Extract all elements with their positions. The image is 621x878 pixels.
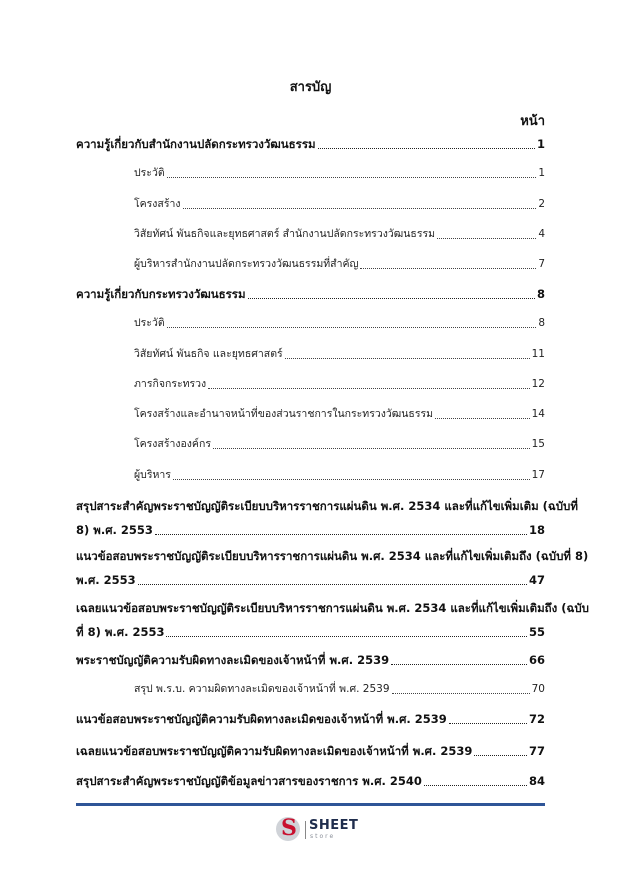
logo-text: SHEET bbox=[309, 818, 359, 833]
toc-entry[interactable] bbox=[76, 282, 545, 302]
toc-entry-label: ความรู้เกี่ยวกับสำนักงานปลัดกระทรวงวัฒนธรรม bbox=[76, 137, 316, 151]
toc-entry-page: 72 bbox=[528, 712, 545, 726]
toc-leader-dots bbox=[424, 775, 527, 786]
toc-entry[interactable] bbox=[76, 132, 545, 152]
sheetstore-logo bbox=[276, 815, 376, 845]
toc-entry-label: สรุป พ.ร.บ. ความผิดทางละเมิดของเจ้าหน้าที่ พ.ศ. 2539 bbox=[134, 683, 390, 695]
toc-entry-page: 7 bbox=[538, 258, 545, 270]
toc-entry-label: วิสัยทัศน์ พันธกิจและยุทธศาสตร์ สำนักงานปลัดกระทรวงวัฒนธรรม bbox=[134, 228, 436, 240]
toc-entry-page: 66 bbox=[528, 653, 545, 667]
toc-subentry[interactable] bbox=[134, 402, 545, 422]
toc-entry-label: ผู้บริหาร bbox=[134, 469, 171, 481]
page-title: สารบัญ bbox=[289, 80, 332, 95]
toc-entry-page: 84 bbox=[528, 774, 545, 788]
toc-entry-page: 1 bbox=[536, 137, 545, 151]
toc-subentry[interactable] bbox=[134, 372, 545, 392]
toc-entry-line1: เฉลยแนวข้อสอบพระราชบัญญัติระเบียบบริหารราชการแผ่นดิน พ.ศ. 2534 และที่แก้ไขเพิ่มเติมถึง (ฉบับ bbox=[76, 601, 589, 615]
toc-subentry[interactable] bbox=[134, 432, 545, 452]
toc-entry[interactable] bbox=[76, 739, 545, 759]
toc-entry-label: วิสัยทัศน์ พันธกิจ และยุทธศาสตร์ bbox=[134, 348, 283, 360]
toc-entry[interactable] bbox=[76, 620, 545, 640]
toc-subentry[interactable] bbox=[134, 463, 545, 483]
toc-entry-label: โครงสร้าง bbox=[134, 198, 181, 210]
toc-entry-label: แนวข้อสอบพระราชบัญญัติความรับผิดทางละเมิดของเจ้าหน้าที่ พ.ศ. 2539 bbox=[76, 712, 447, 726]
toc-leader-dots bbox=[437, 228, 536, 239]
toc-entry-page: 8 bbox=[538, 317, 545, 329]
toc-subentry[interactable] bbox=[134, 222, 545, 242]
toc-entry-label: ประวัติ bbox=[134, 167, 165, 179]
toc-entry[interactable] bbox=[76, 648, 545, 668]
toc-entry-page: 47 bbox=[528, 573, 545, 587]
toc-leader-dots bbox=[474, 745, 527, 756]
toc-entry-page: 18 bbox=[528, 523, 545, 537]
toc-subentry[interactable] bbox=[134, 192, 545, 212]
toc-leader-dots bbox=[213, 438, 530, 449]
toc-entry-page: 14 bbox=[531, 408, 545, 420]
toc-leader-dots bbox=[449, 713, 527, 724]
toc-entry-label: ที่ 8) พ.ศ. 2553 bbox=[76, 625, 165, 639]
toc-leader-dots bbox=[173, 469, 530, 480]
toc-leader-dots bbox=[248, 288, 535, 299]
toc-entry-label: ประวัติ bbox=[134, 317, 165, 329]
toc-entry-label: โครงสร้างและอำนาจหน้าที่ของส่วนราชการในกระทรวงวัฒนธรรม bbox=[134, 408, 434, 420]
toc-leader-dots bbox=[155, 524, 527, 535]
toc-subentry[interactable] bbox=[134, 311, 545, 331]
toc-entry-page: 1 bbox=[538, 167, 545, 179]
toc-leader-dots bbox=[391, 654, 527, 665]
toc-entry-label: ความรู้เกี่ยวกับกระทรวงวัฒนธรรม bbox=[76, 287, 246, 301]
toc-entry[interactable] bbox=[76, 518, 545, 538]
footer-divider bbox=[76, 803, 545, 806]
toc-subentry[interactable] bbox=[134, 252, 545, 272]
toc-entry-page: 55 bbox=[528, 625, 545, 639]
toc-entry-label: 8) พ.ศ. 2553 bbox=[76, 523, 153, 537]
toc-entry-page: 12 bbox=[531, 378, 545, 390]
toc-entry-label: สรุปสาระสำคัญพระราชบัญญัติข้อมูลข่าวสารของราชการ พ.ศ. 2540 bbox=[76, 774, 422, 788]
toc-entry-page: 4 bbox=[538, 228, 545, 240]
toc-leader-dots bbox=[392, 683, 530, 694]
toc-leader-dots bbox=[167, 167, 537, 178]
toc-leader-dots bbox=[285, 348, 530, 359]
toc-leader-dots bbox=[166, 626, 527, 637]
toc-entry-line1: แนวข้อสอบพระราชบัญญัติระเบียบบริหารราชการแผ่นดิน พ.ศ. 2534 และที่แก้ไขเพิ่มเติมถึง (ฉบับที่ 8) bbox=[76, 549, 589, 563]
toc-entry-label: โครงสร้างองค์กร bbox=[134, 438, 211, 450]
toc-entry-label: เฉลยแนวข้อสอบพระราชบัญญัติความรับผิดทางละเมิดของเจ้าหน้าที่ พ.ศ. 2539 bbox=[76, 744, 473, 758]
toc-entry-label: ผู้บริหารสำนักงานปลัดกระทรวงวัฒนธรรมที่สำคัญ bbox=[134, 258, 359, 270]
toc-entry-page: 11 bbox=[531, 348, 545, 360]
toc-entry[interactable] bbox=[76, 707, 545, 727]
toc-leader-dots bbox=[318, 138, 535, 149]
toc-entry[interactable] bbox=[76, 769, 545, 789]
toc-entry-page: 15 bbox=[531, 438, 545, 450]
toc-leader-dots bbox=[435, 408, 530, 419]
logo-divider bbox=[305, 821, 306, 839]
toc-leader-dots bbox=[183, 198, 537, 209]
toc-entry-page: 2 bbox=[538, 198, 545, 210]
logo-subtext: store bbox=[310, 833, 336, 840]
toc-subentry[interactable] bbox=[134, 677, 545, 697]
toc-entry-page: 77 bbox=[528, 744, 545, 758]
toc-entry-page: 70 bbox=[531, 683, 545, 695]
toc-leader-dots bbox=[138, 574, 527, 585]
toc-entry-label: ภารกิจกระทรวง bbox=[134, 378, 207, 390]
toc-entry-page: 8 bbox=[536, 287, 545, 301]
toc-leader-dots bbox=[167, 317, 537, 328]
toc-subentry[interactable] bbox=[134, 342, 545, 362]
toc-entry-label: พ.ศ. 2553 bbox=[76, 573, 136, 587]
toc-entry-label: พระราชบัญญัติความรับผิดทางละเมิดของเจ้าหน้าที่ พ.ศ. 2539 bbox=[76, 653, 390, 667]
logo-letter: S bbox=[281, 815, 297, 841]
page-column-header: หน้า bbox=[520, 114, 545, 129]
toc-leader-dots bbox=[208, 378, 529, 389]
toc-entry-line1: สรุปสาระสำคัญพระราชบัญญัติระเบียบบริหารราชการแผ่นดิน พ.ศ. 2534 และที่แก้ไขเพิ่มเติม (ฉบับที่ bbox=[76, 499, 578, 513]
toc-entry-page: 17 bbox=[531, 469, 545, 481]
toc-subentry[interactable] bbox=[134, 161, 545, 181]
toc-entry[interactable] bbox=[76, 568, 545, 588]
toc-leader-dots bbox=[360, 258, 536, 269]
